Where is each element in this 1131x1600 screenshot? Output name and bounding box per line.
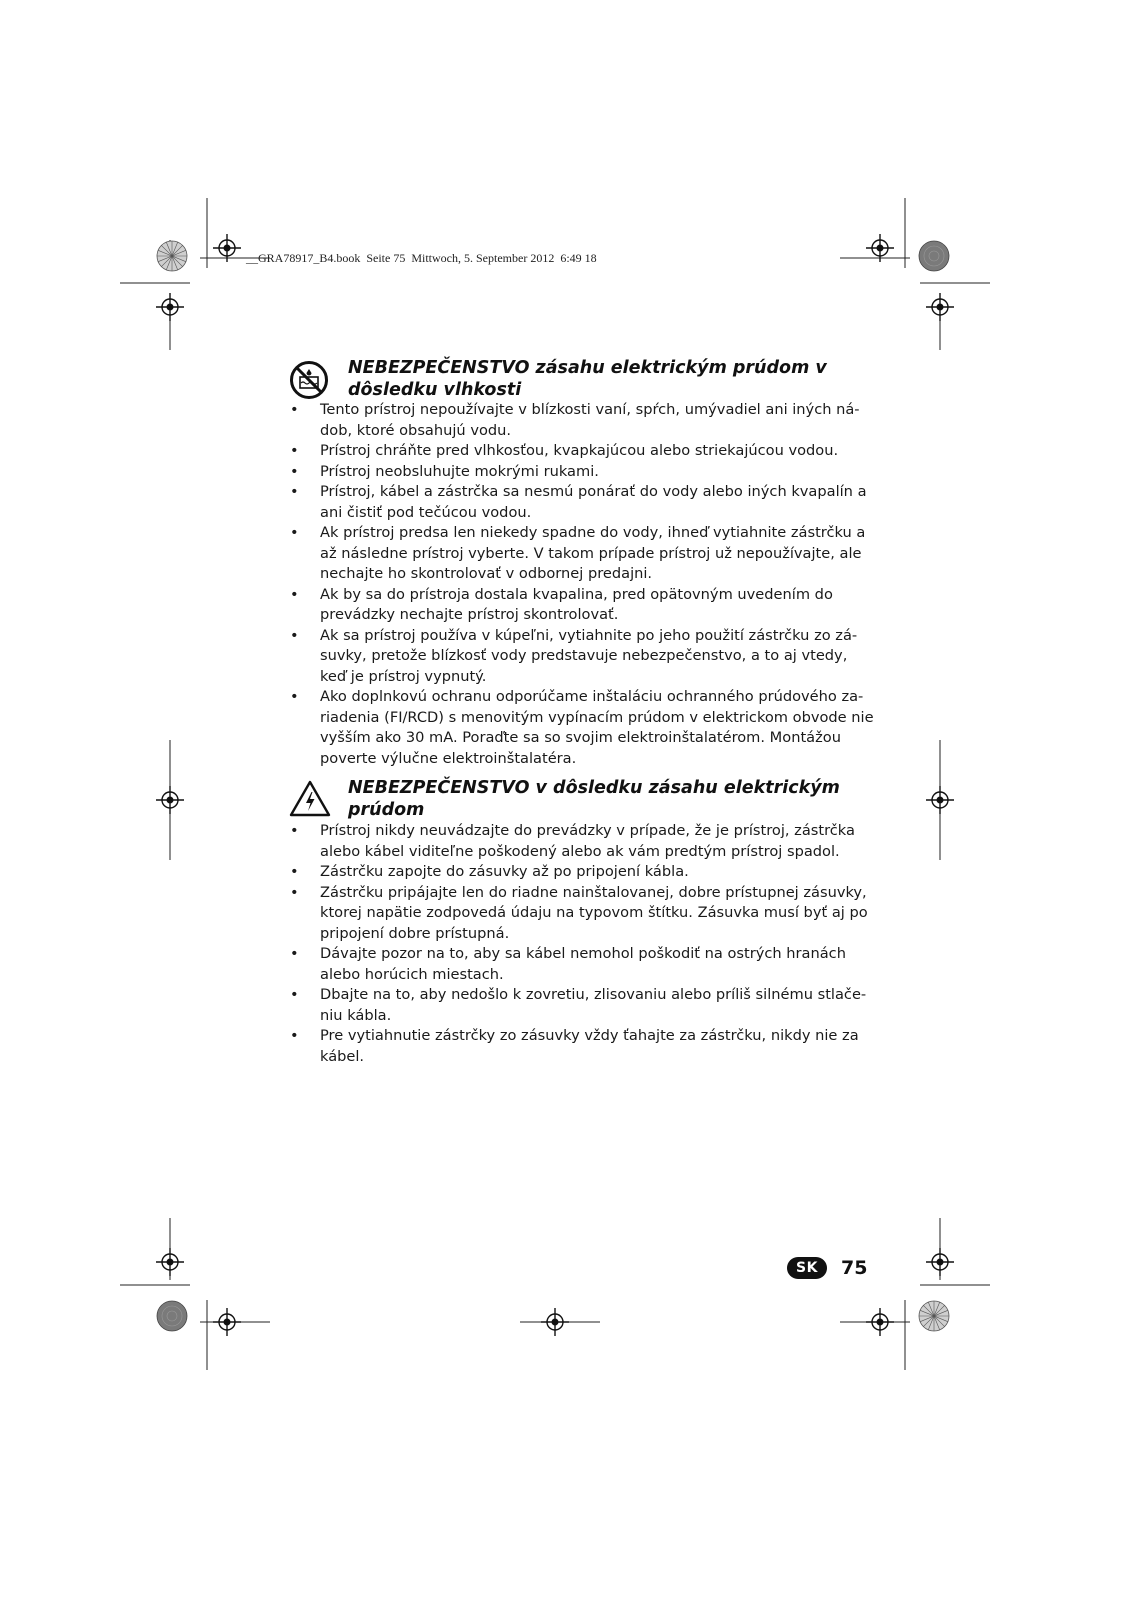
bullet-icon: • — [290, 883, 299, 901]
bullet-list — [288, 400, 876, 769]
bullet-icon: • — [290, 1027, 299, 1044]
bullet-list — [288, 821, 876, 1067]
list-item: • Prístroj chráňte pred vlhkosťou, kvapkajúcou alebo striekajúcou vodou. — [288, 441, 876, 462]
color-target-starburst-bottom-right — [919, 1301, 949, 1331]
list-item: • Prístroj nikdy neuvádzajte do prevádzky v prípade, že je prístroj, zástrčka alebo kábel viditeľne poškodený alebo ak vám predtým prístroj spadol. — [290, 822, 855, 860]
crosshair-bottom-left — [213, 1308, 241, 1336]
bullet-icon: • — [290, 945, 299, 962]
crosshair-right-middle — [926, 786, 954, 814]
section-title: NEBEZPEČENSTVO zásahu elektrickým prúdom v dôsledku vlhkosti — [348, 358, 827, 400]
bullet-icon: • — [290, 863, 299, 880]
bullet-icon: • — [290, 688, 299, 705]
list-item: • Ak by sa do prístroja dostala kvapalina, pred opätovným uvedením do prevádzky nechajte prístroj skontrolovať. — [290, 585, 833, 623]
bullet-icon: • — [290, 585, 299, 603]
no-water-warning-icon — [289, 360, 329, 404]
crosshair-right-upper — [926, 293, 954, 321]
bullet-icon: • — [290, 524, 299, 541]
list-item: • Ak prístroj predsa len niekedy spadne do vody, ihneď vytiahnite zástrčku a až následne prístroj vyberte. V takom prípade prístroj už nepoužívajte, ale nechajte ho skontrolovať v odbornej predajni. — [290, 524, 866, 582]
crosshair-bottom-right — [866, 1308, 894, 1336]
bullet-icon: • — [290, 483, 299, 500]
page-footer — [787, 1255, 867, 1281]
color-target-grey-top-right — [919, 241, 949, 271]
list-item: • Prístroj, kábel a zástrčka sa nesmú ponárať do vody alebo iných kvapalín a ani čistiť pod tečúcou vodou. — [290, 483, 867, 521]
bullet-icon: • — [290, 626, 299, 644]
list-item: • Dávajte pozor na to, aby sa kábel nemohol poškodiť na ostrých hranách alebo horúcich miestach. — [290, 945, 846, 983]
bullet-icon: • — [290, 822, 299, 839]
electric-hazard-triangle-icon — [289, 780, 331, 822]
bullet-icon: • — [290, 442, 299, 459]
list-item: • Ak sa prístroj používa v kúpeľni, vytiahnite po jeho použití zástrčku zo zá-suvky, pretože blízkosť vody predstavuje nebezpečenstvo, a to aj vtedy, keď je prístroj vypnutý. — [290, 626, 858, 685]
list-item: • Dbajte na to, aby nedošlo k zovretiu, zlisovaniu alebo príliš silnému stlače-niu kábla. — [290, 986, 867, 1024]
language-badge: SK — [787, 1257, 827, 1279]
crosshair-right-lower — [926, 1248, 954, 1276]
list-item: • Ako doplnkovú ochranu odporúčame inštaláciu ochranného prúdového za-riadenia (FI/RCD) s menovitým vypínacím prúdom v elektrickom obvode nie vyšším ako 30 mA. Poraďte sa so svojim elektroinštalatérom. Montážou poverte výlučne elektroinštalatéra. — [290, 688, 874, 767]
list-item: • Zástrčku pripájajte len do riadne nainštalovanej, dobre prístupnej zásuvky, ktorej napätie zodpovedá údaju na typovom štítku. Zásuvka musí byť aj po pripojení dobre prístupná. — [290, 883, 868, 942]
list-item: • Zástrčku zapojte do zásuvky až po pripojení kábla. — [288, 862, 876, 883]
crosshair-left-lower — [156, 1248, 184, 1276]
list-item: • Prístroj neobsluhujte mokrými rukami. — [288, 462, 876, 483]
section-title: NEBEZPEČENSTVO v dôsledku zásahu elektrickým prúdom — [348, 778, 840, 820]
bullet-icon: • — [290, 401, 299, 418]
color-target-starburst-top-left — [157, 241, 187, 271]
bullet-icon: • — [290, 986, 299, 1003]
list-item: • Pre vytiahnutie zástrčky zo zásuvky vždy ťahajte za zástrčku, nikdy nie za kábel. — [290, 1027, 859, 1065]
bullet-icon: • — [290, 462, 299, 480]
list-item: • Tento prístroj nepoužívajte v blízkosti vaní, spŕch, umývadiel ani iných ná-dob, ktoré obsahujú vodu. — [290, 401, 860, 439]
crosshair-bottom-center — [541, 1308, 569, 1336]
book-file-header: __GRA78917_B4.book Seite 75 Mittwoch, 5. September 2012 6:49 18 — [246, 251, 597, 265]
color-target-grey-bottom-left — [157, 1301, 187, 1331]
crosshair-left-middle — [156, 786, 184, 814]
crosshair-left-upper — [156, 293, 184, 321]
page-number: 75 — [841, 1257, 868, 1279]
